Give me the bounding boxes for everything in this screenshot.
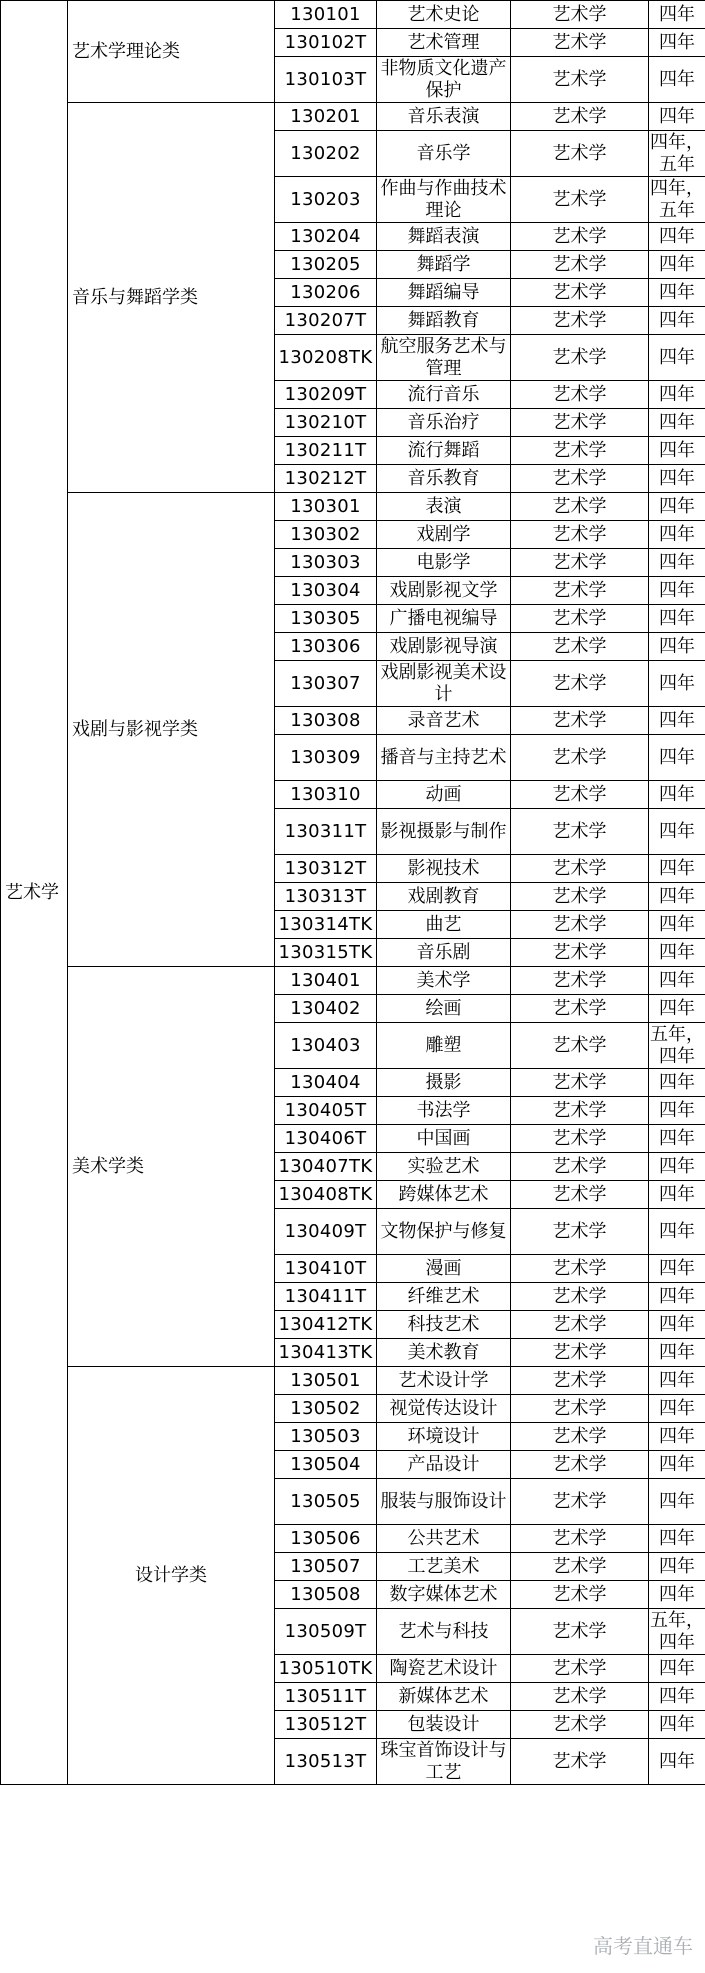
study-years: 四年 [649, 855, 705, 883]
major-name: 产品设计 [377, 1451, 511, 1479]
study-years: 四年 [649, 29, 705, 57]
study-years: 四年 [649, 279, 705, 307]
major-code: 130303 [275, 549, 377, 577]
study-years: 四年 [649, 493, 705, 521]
study-years: 四年 [649, 1209, 705, 1255]
study-years: 四年 [649, 1655, 705, 1683]
degree-type: 艺术学 [511, 1181, 649, 1209]
major-code: 130315TK [275, 939, 377, 967]
study-years: 四年 [649, 549, 705, 577]
major-code: 130512T [275, 1711, 377, 1739]
study-years: 四年 [649, 409, 705, 437]
study-years: 四年 [649, 307, 705, 335]
major-name: 艺术与科技 [377, 1609, 511, 1655]
major-code: 130202 [275, 131, 377, 177]
major-code: 130403 [275, 1023, 377, 1069]
major-name: 影视技术 [377, 855, 511, 883]
major-name: 科技艺术 [377, 1311, 511, 1339]
degree-type: 艺术学 [511, 1655, 649, 1683]
degree-type: 艺术学 [511, 1609, 649, 1655]
degree-type: 艺术学 [511, 177, 649, 223]
study-years: 五年，四年 [650, 1023, 704, 1067]
major-code: 130212T [275, 465, 377, 493]
major-name: 舞蹈编导 [377, 279, 511, 307]
study-years: 四年 [649, 633, 705, 661]
table-row [1, 967, 705, 995]
study-years: 四年 [649, 521, 705, 549]
major-code: 130501 [275, 1367, 377, 1395]
study-years: 四年 [649, 1069, 705, 1097]
degree-type: 艺术学 [511, 1311, 649, 1339]
study-years: 四年 [649, 1153, 705, 1181]
degree-type: 艺术学 [511, 1423, 649, 1451]
degree-type: 艺术学 [511, 967, 649, 995]
study-years: 四年 [649, 967, 705, 995]
category-cell: 戏剧与影视学类 [68, 493, 275, 967]
degree-type: 艺术学 [511, 1525, 649, 1553]
major-name: 曲艺 [377, 911, 511, 939]
degree-type: 艺术学 [511, 103, 649, 131]
major-code: 130209T [275, 381, 377, 409]
degree-type: 艺术学 [511, 1153, 649, 1181]
study-years: 四年 [649, 1311, 705, 1339]
study-years: 四年 [649, 1181, 705, 1209]
major-name: 舞蹈表演 [377, 223, 511, 251]
major-name: 音乐剧 [377, 939, 511, 967]
degree-type: 艺术学 [511, 493, 649, 521]
study-years: 四年 [649, 103, 705, 131]
study-years: 四年 [649, 939, 705, 967]
major-name: 音乐表演 [377, 103, 511, 131]
table-row [1, 1367, 705, 1395]
major-name: 视觉传达设计 [377, 1395, 511, 1423]
study-years: 四年 [649, 1339, 705, 1367]
major-name: 数字媒体艺术 [377, 1581, 511, 1609]
degree-type: 艺术学 [511, 335, 649, 381]
major-name: 包装设计 [377, 1711, 511, 1739]
major-name: 影视摄影与制作 [377, 809, 511, 855]
major-code: 130309 [275, 735, 377, 781]
major-name: 录音艺术 [377, 707, 511, 735]
major-name: 流行音乐 [377, 381, 511, 409]
major-code: 130206 [275, 279, 377, 307]
degree-type: 艺术学 [511, 1097, 649, 1125]
degree-type: 艺术学 [511, 1, 649, 29]
major-name: 音乐学 [377, 131, 511, 177]
study-years: 四年 [649, 335, 705, 381]
major-name: 动画 [377, 781, 511, 809]
study-years: 四年 [649, 1395, 705, 1423]
major-name: 戏剧影视导演 [377, 633, 511, 661]
major-code: 130308 [275, 707, 377, 735]
study-years: 四年 [649, 437, 705, 465]
degree-type: 艺术学 [511, 409, 649, 437]
degree-type: 艺术学 [511, 1367, 649, 1395]
degree-type: 艺术学 [511, 1683, 649, 1711]
major-code: 130506 [275, 1525, 377, 1553]
major-name: 舞蹈教育 [377, 307, 511, 335]
major-name: 美术学 [377, 967, 511, 995]
study-years: 四年 [649, 1711, 705, 1739]
major-code: 130312T [275, 855, 377, 883]
majors-table-body [1, 1, 705, 1785]
degree-type: 艺术学 [511, 131, 649, 177]
study-years: 四年 [649, 911, 705, 939]
degree-type: 艺术学 [511, 1255, 649, 1283]
major-code: 130413TK [275, 1339, 377, 1367]
degree-type: 艺术学 [511, 1339, 649, 1367]
major-code: 130304 [275, 577, 377, 605]
degree-type: 艺术学 [511, 1209, 649, 1255]
study-years: 四年 [649, 707, 705, 735]
degree-type: 艺术学 [511, 1451, 649, 1479]
study-years: 四年 [649, 809, 705, 855]
major-name: 服装与服饰设计 [377, 1479, 511, 1525]
major-name: 环境设计 [377, 1423, 511, 1451]
major-name: 艺术史论 [377, 1, 511, 29]
degree-type: 艺术学 [511, 1711, 649, 1739]
major-name: 美术教育 [377, 1339, 511, 1367]
degree-type: 艺术学 [511, 279, 649, 307]
degree-type: 艺术学 [511, 1479, 649, 1525]
major-name: 书法学 [377, 1097, 511, 1125]
major-name: 流行舞蹈 [377, 437, 511, 465]
study-years: 四年 [649, 1451, 705, 1479]
major-code: 130305 [275, 605, 377, 633]
study-years: 五年，四年 [650, 1609, 704, 1653]
category-cell: 美术学类 [68, 967, 275, 1367]
major-name: 表演 [377, 493, 511, 521]
degree-type: 艺术学 [511, 1395, 649, 1423]
study-years: 四年，五年 [650, 131, 704, 175]
study-years: 四年 [649, 1097, 705, 1125]
discipline-cell: 艺术学 [1, 1, 68, 1785]
major-code: 130508 [275, 1581, 377, 1609]
table-row [1, 493, 705, 521]
major-name: 艺术设计学 [377, 1367, 511, 1395]
major-name: 非物质文化遗产保护 [377, 57, 511, 103]
study-years: 四年 [649, 1525, 705, 1553]
major-code: 130513T [275, 1739, 377, 1785]
major-name: 作曲与作曲技术理论 [377, 177, 511, 223]
study-years: 四年 [649, 1683, 705, 1711]
study-years: 四年 [649, 1479, 705, 1525]
degree-type: 艺术学 [511, 633, 649, 661]
major-name: 漫画 [377, 1255, 511, 1283]
table-row [1, 103, 705, 131]
major-code: 130301 [275, 493, 377, 521]
degree-type: 艺术学 [511, 995, 649, 1023]
degree-type: 艺术学 [511, 1069, 649, 1097]
study-years: 四年，五年 [650, 177, 704, 221]
major-name: 航空服务艺术与管理 [377, 335, 511, 381]
table-row [1, 1, 705, 29]
degree-type: 艺术学 [511, 1125, 649, 1153]
major-code: 130310 [275, 781, 377, 809]
degree-type: 艺术学 [511, 381, 649, 409]
major-code: 130502 [275, 1395, 377, 1423]
degree-type: 艺术学 [511, 939, 649, 967]
major-code: 130406T [275, 1125, 377, 1153]
major-name: 绘画 [377, 995, 511, 1023]
major-code: 130404 [275, 1069, 377, 1097]
major-code: 130207T [275, 307, 377, 335]
watermark: 高考直通车 [593, 1934, 693, 1958]
major-name: 音乐治疗 [377, 409, 511, 437]
major-code: 130311T [275, 809, 377, 855]
major-code: 130211T [275, 437, 377, 465]
degree-type: 艺术学 [511, 1023, 649, 1069]
major-name: 戏剧影视文学 [377, 577, 511, 605]
degree-type: 艺术学 [511, 707, 649, 735]
major-code: 130313T [275, 883, 377, 911]
major-code: 130412TK [275, 1311, 377, 1339]
major-code: 130302 [275, 521, 377, 549]
major-name: 公共艺术 [377, 1525, 511, 1553]
major-name: 陶瓷艺术设计 [377, 1655, 511, 1683]
study-years: 四年 [649, 381, 705, 409]
degree-type: 艺术学 [511, 465, 649, 493]
major-name: 雕塑 [377, 1023, 511, 1069]
major-name: 摄影 [377, 1069, 511, 1097]
degree-type: 艺术学 [511, 809, 649, 855]
study-years: 四年 [649, 1255, 705, 1283]
major-name: 广播电视编导 [377, 605, 511, 633]
major-name: 戏剧教育 [377, 883, 511, 911]
major-code: 130201 [275, 103, 377, 131]
major-name: 纤维艺术 [377, 1283, 511, 1311]
category-cell: 艺术学理论类 [68, 1, 275, 103]
study-years: 四年 [649, 1, 705, 29]
degree-type: 艺术学 [511, 911, 649, 939]
degree-type: 艺术学 [511, 1283, 649, 1311]
study-years: 四年 [649, 1581, 705, 1609]
major-code: 130507 [275, 1553, 377, 1581]
major-name: 文物保护与修复 [377, 1209, 511, 1255]
study-years: 四年 [649, 995, 705, 1023]
major-code: 130405T [275, 1097, 377, 1125]
degree-type: 艺术学 [511, 57, 649, 103]
degree-type: 艺术学 [511, 223, 649, 251]
major-name: 实验艺术 [377, 1153, 511, 1181]
study-years: 四年 [649, 781, 705, 809]
study-years: 四年 [649, 661, 705, 707]
degree-type: 艺术学 [511, 549, 649, 577]
major-code: 130503 [275, 1423, 377, 1451]
degree-type: 艺术学 [511, 29, 649, 57]
study-years: 四年 [649, 883, 705, 911]
major-code: 130306 [275, 633, 377, 661]
major-code: 130409T [275, 1209, 377, 1255]
study-years: 四年 [649, 605, 705, 633]
degree-type: 艺术学 [511, 855, 649, 883]
degree-type: 艺术学 [511, 883, 649, 911]
study-years: 四年 [649, 1283, 705, 1311]
degree-type: 艺术学 [511, 577, 649, 605]
major-code: 130402 [275, 995, 377, 1023]
major-name: 戏剧学 [377, 521, 511, 549]
major-code: 130511T [275, 1683, 377, 1711]
study-years: 四年 [649, 577, 705, 605]
major-code: 130408TK [275, 1181, 377, 1209]
major-code: 130203 [275, 177, 377, 223]
degree-type: 艺术学 [511, 1581, 649, 1609]
degree-type: 艺术学 [511, 1553, 649, 1581]
major-code: 130102T [275, 29, 377, 57]
study-years: 四年 [649, 1125, 705, 1153]
major-code: 130505 [275, 1479, 377, 1525]
study-years: 四年 [649, 223, 705, 251]
study-years: 四年 [649, 1367, 705, 1395]
study-years: 四年 [649, 1739, 705, 1785]
degree-type: 艺术学 [511, 605, 649, 633]
study-years: 四年 [649, 251, 705, 279]
major-name: 珠宝首饰设计与工艺 [377, 1739, 511, 1785]
degree-type: 艺术学 [511, 661, 649, 707]
major-code: 130101 [275, 1, 377, 29]
study-years: 四年 [649, 465, 705, 493]
degree-type: 艺术学 [511, 735, 649, 781]
major-name: 工艺美术 [377, 1553, 511, 1581]
major-name: 舞蹈学 [377, 251, 511, 279]
major-code: 130407TK [275, 1153, 377, 1181]
study-years: 四年 [649, 57, 705, 103]
degree-type: 艺术学 [511, 251, 649, 279]
major-code: 130401 [275, 967, 377, 995]
category-cell: 音乐与舞蹈学类 [68, 103, 275, 493]
major-name: 新媒体艺术 [377, 1683, 511, 1711]
major-code: 130208TK [275, 335, 377, 381]
major-name: 中国画 [377, 1125, 511, 1153]
degree-type: 艺术学 [511, 781, 649, 809]
major-code: 130210T [275, 409, 377, 437]
major-name: 电影学 [377, 549, 511, 577]
study-years: 四年 [649, 735, 705, 781]
degree-type: 艺术学 [511, 521, 649, 549]
category-cell: 设计学类 [68, 1367, 275, 1785]
major-name: 音乐教育 [377, 465, 511, 493]
study-years: 四年 [649, 1553, 705, 1581]
major-code: 130411T [275, 1283, 377, 1311]
degree-type: 艺术学 [511, 1739, 649, 1785]
major-code: 130314TK [275, 911, 377, 939]
major-code: 130205 [275, 251, 377, 279]
major-code: 130410T [275, 1255, 377, 1283]
major-code: 130204 [275, 223, 377, 251]
degree-type: 艺术学 [511, 437, 649, 465]
major-code: 130510TK [275, 1655, 377, 1683]
study-years: 四年 [649, 1423, 705, 1451]
major-code: 130103T [275, 57, 377, 103]
major-name: 戏剧影视美术设计 [377, 661, 511, 707]
major-code: 130504 [275, 1451, 377, 1479]
major-name: 跨媒体艺术 [377, 1181, 511, 1209]
major-name: 播音与主持艺术 [377, 735, 511, 781]
major-name: 艺术管理 [377, 29, 511, 57]
major-code: 130307 [275, 661, 377, 707]
degree-type: 艺术学 [511, 307, 649, 335]
major-code: 130509T [275, 1609, 377, 1655]
